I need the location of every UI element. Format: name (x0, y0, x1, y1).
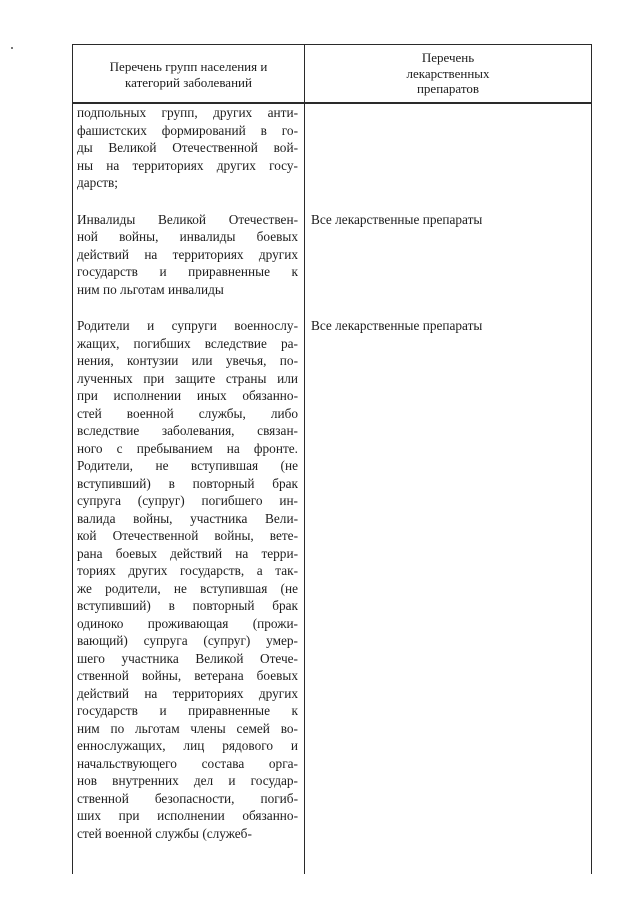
category-line: подпольных групп, других анти- (77, 105, 298, 120)
category-line: супруга (супруг) погибшего ин- (77, 493, 298, 508)
category-line: фашистских формирований в го- (77, 122, 298, 138)
category-line: ны на территориях других госу- (77, 157, 298, 173)
category-line: действий на территориях других (77, 685, 298, 701)
category-line: вступивший) в повторный брак (77, 475, 298, 491)
category-line: кой Отечественной войны, вете- (77, 528, 298, 543)
category-line: вступивший) в повторный брак (77, 598, 298, 613)
header-col2-line: лекарственных (406, 65, 490, 81)
category-line: ним по льготам инвалиды (77, 281, 224, 297)
category-line: жащих, погибших вследствие ра- (77, 335, 298, 351)
category-line: ним по льготам члены семей во- (77, 720, 298, 736)
category-line: рана боевых действий на терри- (77, 545, 298, 561)
category-line: еннослужащих, лиц рядового и (77, 738, 298, 753)
category-line: ной войны, инвалиды боевых (77, 229, 298, 244)
drug-list-entry: Все лекарственные препараты (311, 318, 483, 333)
category-line: ториях других государств, а так- (77, 563, 298, 578)
category-line: дарств; (77, 175, 119, 190)
category-line: стей военной службы (служеб- (77, 825, 252, 841)
category-line: лученных при защите страны или (77, 370, 298, 386)
category-line: Инвалиды Великой Отечествен- (77, 211, 298, 227)
header-population-groups (73, 45, 305, 104)
category-line: валида войны, участника Вели- (77, 510, 298, 526)
category-line: действий на территориях других (77, 246, 298, 262)
category-line: начальствующего состава орга- (77, 755, 298, 771)
category-line: нения, контузии или увечья, по- (77, 353, 298, 368)
category-line: ственной безопасности, погиб- (77, 790, 298, 806)
header-col1-line: категорий заболеваний (125, 74, 252, 90)
category-line: Родители, не вступившая (не (77, 458, 298, 473)
table-header-row (73, 45, 592, 104)
category-line: при исполнении иных обязанно- (77, 388, 298, 403)
category-entry (77, 211, 298, 299)
drug-benefits-table (72, 44, 592, 874)
category-line: ших при исполнении обязанно- (77, 808, 298, 823)
scan-dot (11, 47, 13, 49)
category-line: стей военной службы, либо (77, 405, 298, 421)
category-line: Родители и супруги военнослу- (77, 318, 298, 333)
header-drug-list (305, 45, 592, 104)
header-col1-line: Перечень групп населения и (109, 59, 268, 74)
table-body-row (73, 103, 592, 874)
drugs-column (305, 103, 592, 874)
population-groups-column (73, 103, 305, 874)
category-entry (77, 104, 298, 192)
header-col2-line: препаратов (416, 81, 480, 96)
category-line: ного с пребыванием на фронте. (77, 440, 298, 456)
category-line: вследствие заболевания, связан- (77, 423, 298, 438)
category-line: государств и приравненные к (77, 264, 298, 279)
category-line: государств и приравненные к (77, 703, 298, 718)
category-line: вающий) супруга (супруг) умер- (77, 633, 298, 648)
category-line: одиноко проживающая (прожи- (77, 615, 298, 631)
category-line: ды Великой Отечественной вой- (77, 140, 298, 155)
category-entry (77, 317, 298, 842)
header-col2-line: Перечень (421, 50, 475, 65)
category-line: ственной войны, ветерана боевых (77, 668, 298, 683)
category-line: шего участника Великой Отече- (77, 650, 298, 666)
category-line: же родители, не вступившая (не (77, 580, 298, 596)
category-line: нов внутренних дел и государ- (77, 773, 298, 788)
drug-list-entry: Все лекарственные препараты (311, 211, 483, 227)
